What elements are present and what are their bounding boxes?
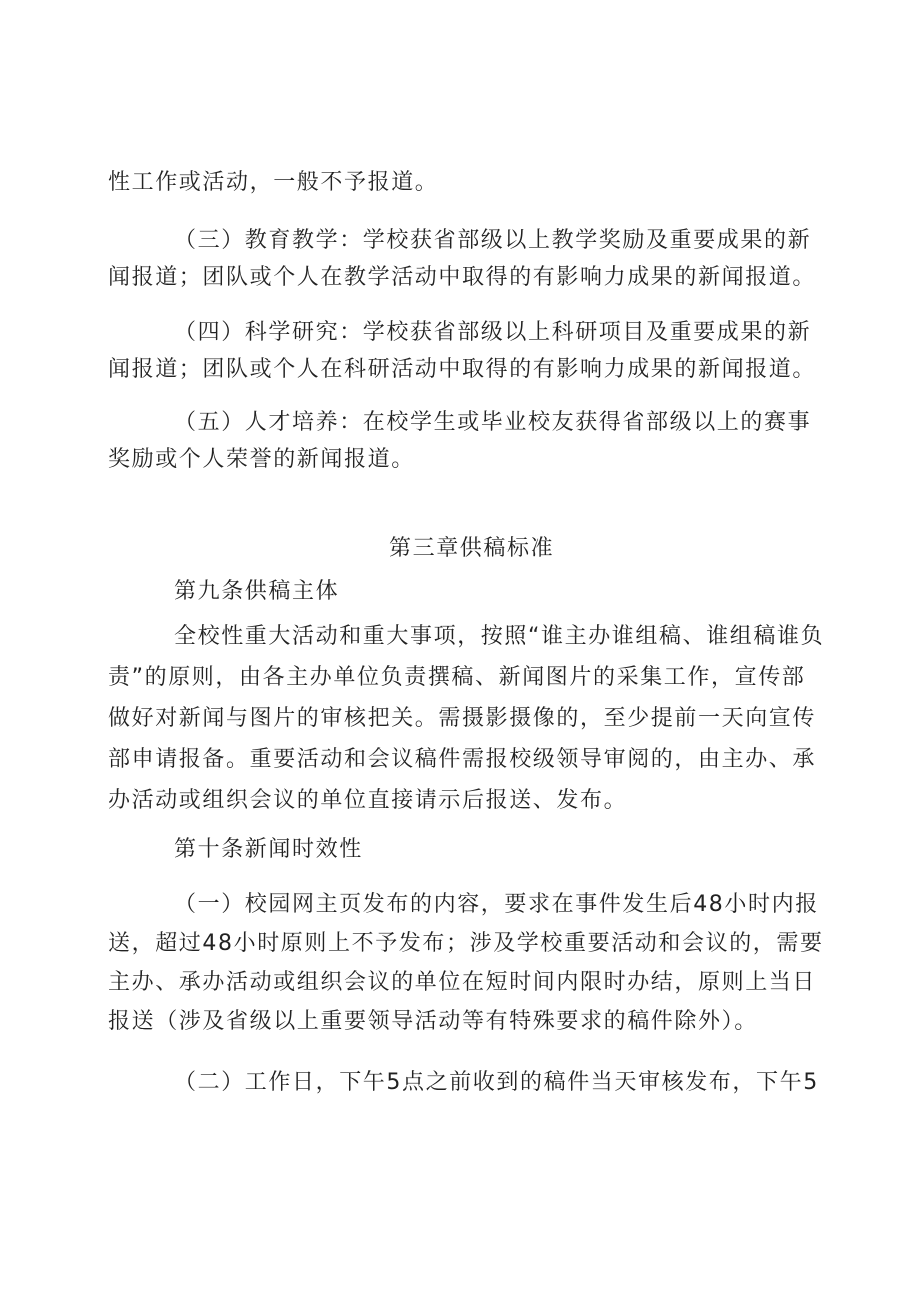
article10-item1-line3: 主办、承办活动或组织会议的单位在短时间内限时办结，原则上当日 — [108, 970, 817, 995]
item3-line2: 闻报道；团队或个人在教学活动中取得的有影响力成果的新闻报道。 — [108, 265, 817, 290]
continuation-line: 性工作或活动，一般不予报道。 — [108, 170, 439, 195]
article10-title: 第十条新闻时效性 — [174, 837, 363, 862]
item4-line1: （四）科学研究：学校获省部级以上科研项目及重要成果的新 — [174, 320, 812, 345]
article10-item1-line2: 送，超过48小时原则上不予发布；涉及学校重要活动和会议的，需要 — [108, 931, 824, 956]
article9-title: 第九条供稿主体 — [174, 579, 340, 604]
article9-line2: 责”的原则，由各主办单位负责撰稿、新闻图片的采集工作，宣传部 — [108, 665, 806, 690]
article9-line5: 办活动或组织会议的单位直接请示后报送、发布。 — [108, 788, 628, 813]
item5-line2: 奖励或个人荣誉的新闻报道。 — [108, 447, 415, 472]
item5-line1: （五）人才培养：在校学生或毕业校友获得省部级以上的赛事 — [174, 410, 812, 435]
article9-line4: 部申请报备。重要活动和会议稿件需报校级领导审阅的，由主办、承 — [108, 747, 817, 772]
item4-line2: 闻报道；团队或个人在科研活动中取得的有影响力成果的新闻报道。 — [108, 357, 817, 382]
article10-item1-line4: 报送（涉及省级以上重要领导活动等有特殊要求的稿件除外）。 — [108, 1009, 758, 1034]
chapter-title: 第三章供稿标准 — [389, 536, 555, 561]
article9-line1: 全校性重大活动和重大事项，按照“谁主办谁组稿、谁组稿谁负 — [174, 624, 825, 649]
article10-item2-line1: （二）工作日，下午5点之前收到的稿件当天审核发布，下午5 — [174, 1070, 819, 1095]
item3-line1: （三）教育教学：学校获省部级以上教学奖励及重要成果的新 — [174, 228, 812, 253]
article10-item1-line1: （一）校园网主页发布的内容，要求在事件发生后48小时内报 — [174, 892, 819, 917]
article9-line3: 做好对新闻与图片的审核把关。需摄影摄像的，至少提前一天向宣传 — [108, 706, 817, 731]
